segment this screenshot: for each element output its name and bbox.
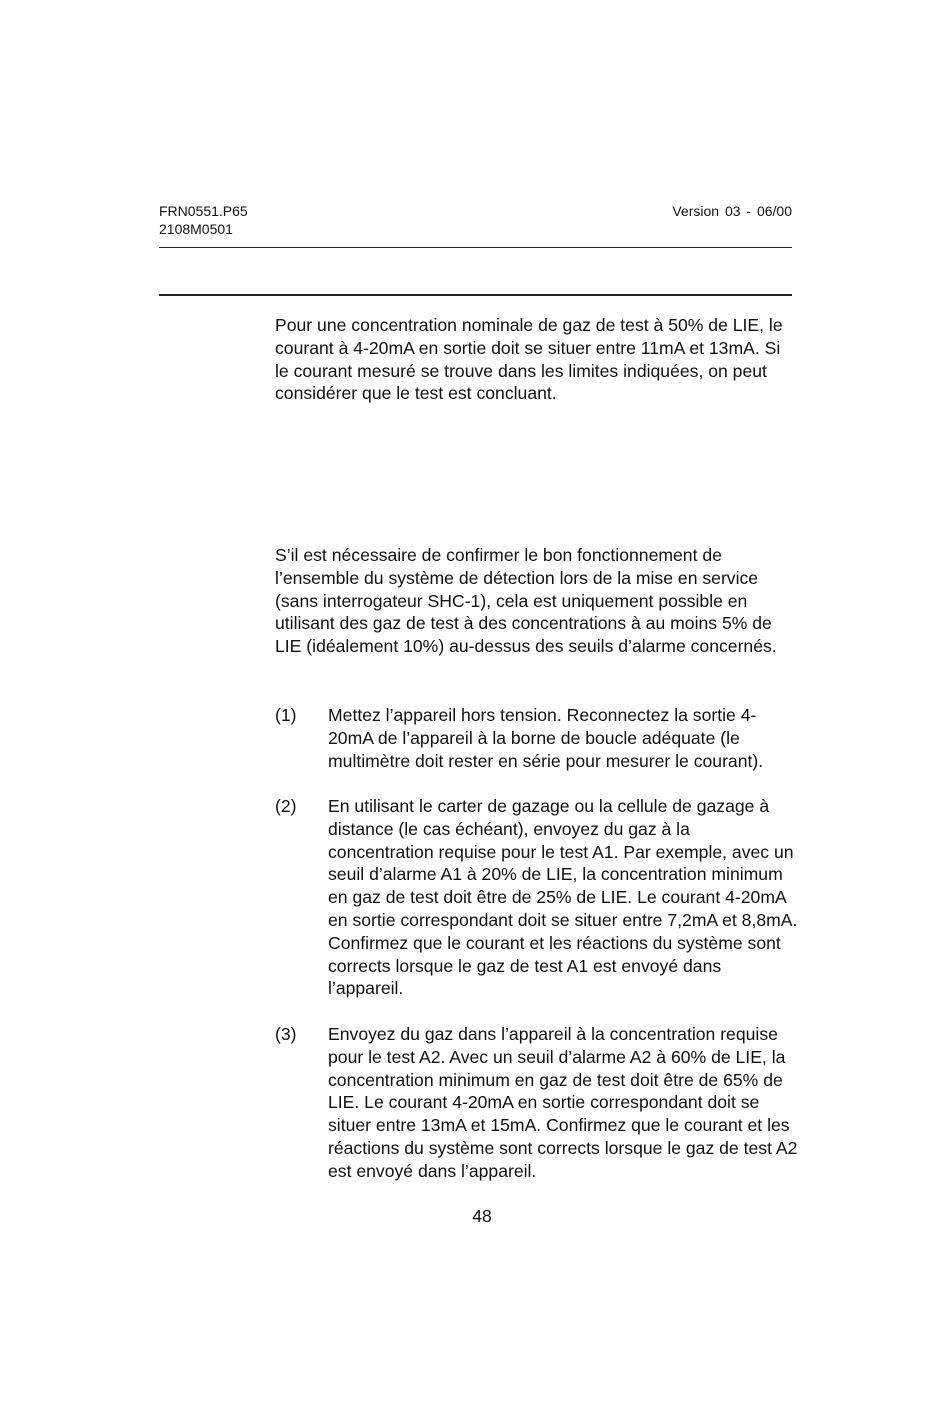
file-name: FRN0551.P65: [159, 203, 248, 219]
doc-code: 2108M0501: [159, 221, 233, 237]
step-number: (2): [275, 796, 297, 816]
header-left: [159, 202, 248, 238]
step-text: Envoyez du gaz dans l’appareil à la concentration requise pour le test A2. Avec un seuil d’alarme A2 à 60% de LIE, la concentration minimum en gaz de test doit être de 65% de LIE. Le courant 4-20mA en sortie correspondant doit se situer entre 13mA et 15mA. Confirmez que le courant et les réactions du système sont corrects lorsque le gaz de test A2 est envoyé dans l’appareil.: [328, 1024, 798, 1181]
section-divider: [159, 294, 792, 296]
step-text: Mettez l’appareil hors tension. Reconnectez la sortie 4-20mA de l’appareil à la borne de boucle adéquate (le multimètre doit rester en série pour mesurer le courant).: [328, 705, 764, 771]
paragraph-system-check: S’il est nécessaire de confirmer le bon fonctionnement de l’ensemble du système de détection lors de la mise en service (sans interrogateur SHC-1), cela est uniquement possible en utilisant des gaz de test à des concentrations à au moins 5% de LIE (idéalement 10%) au-dessus des seuils d’alarme concernés.: [275, 545, 777, 657]
page-number: 48: [472, 1206, 492, 1226]
step-number: (1): [275, 705, 297, 725]
step-number: (3): [275, 1024, 297, 1044]
version-label: Version 03 - 06/00: [672, 203, 792, 219]
step-text: En utilisant le carter de gazage ou la cellule de gazage à distance (le cas échéant), envoyez du gaz à la concentration requise pour le test A1. Par exemple, avec un seuil d’alarme A1 à 20% de LIE, la concentration minimum en gaz de test doit être de 25% de LIE. Le courant 4-20mA en sortie correspondant doit se situer entre 7,2mA et 8,8mA. Confirmez que le courant et les réactions du système sont corrects lorsque le gaz de test A1 est envoyé dans l’appareil.: [328, 796, 798, 999]
paragraph-test-result: Pour une concentration nominale de gaz de test à 50% de LIE, le courant à 4-20mA en sortie doit se situer entre 11mA et 13mA. Si le courant mesuré se trouve dans les limites indiquées, on peut considérer que le test est concluant.: [275, 315, 783, 404]
header-divider: [159, 247, 792, 248]
